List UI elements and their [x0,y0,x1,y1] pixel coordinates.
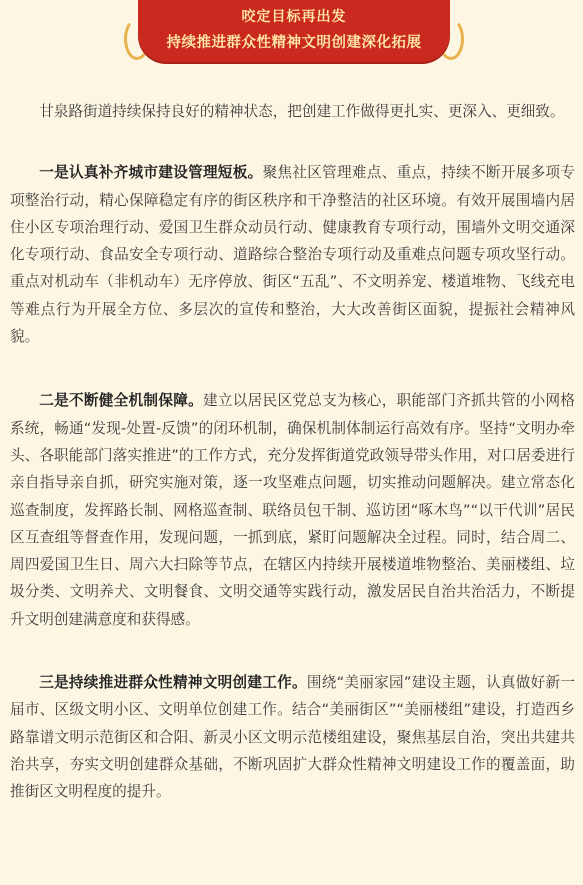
paragraph-intro [10,98,575,125]
paragraph-lead: 二是不断健全机制保障。 [39,392,203,410]
article-body [10,98,575,833]
paragraph-text: 围绕“美丽家园”建设主题，认真做好新一届市、区级文明小区、文明单位创建工作。结合“美丽街区”“美丽楼组”建设，打造西乡路靠谱文明示范街区和合阳、新灵小区文明示范楼组建设，聚焦基层自治，突出共建共治共享，夯实文明创建群众基础，不断巩固扩大群众性精神文明建设工作的覆盖面，助推街区文明程度的提升。 [10,674,575,801]
banner-subtitle: 持续推进群众性精神文明创建深化拓展 [166,35,422,51]
paragraph-text: 甘泉路街道持续保持良好的精神状态，把创建工作做得更扎实、更深入、更细致。 [39,103,565,120]
paragraph-text: 聚焦社区管理难点、重点，持续不断开展多项专项整治行动，精心保障稳定有序的街区秩序和干净整洁的社区环境。有效开展围墙内居住小区专项治理行动、爱国卫生群众动员行动、健康教育专项行动，围墙外文明交通深化专项行动、食品安全专项行动、道路综合整治专项行动及重难点问题专项攻坚行动。重点对机动车（非机动车）无序停放、街区“五乱”、不文明养宠、楼道堆物、飞线充电等难点行为开展全方位、多层次的宣传和整治，大大改善街区面貌，提振社会精神风貌。 [10,164,575,346]
paragraph-text: 建立以居民区党总支为核心，职能部门齐抓共管的小网格系统，畅通“发现-处置-反馈”的闭环机制，确保机制体制运行高效有序。坚持“文明办牵头、各职能部门落实推进”的工作方式，充分发挥街道党政领导带头作用，对口居委进行亲自指导亲自抓，研究实施对策，逐一攻坚难点问题，切实推动问题解决。建立常态化巡查制度，发挥路长制、网格巡查制、联络员包干制、巡访团“啄木鸟”“以干代训”居民区互查组等督查作用，发现问题，一抓到底，紧盯问题解决全过程。同时，结合周二、周四爱国卫生日、周六大扫除等节点，在辖区内持续开展楼道堆物整治、美丽楼组、垃圾分类、文明养犬、文明餐食、文明交通等实践行动，激发居民自治共治活力，不断提升文明创建满意度和获得感。 [10,392,575,628]
paragraph-civilization [10,669,575,805]
paragraph-mechanism [10,387,575,633]
paragraph-lead: 三是持续推进群众性精神文明创建工作。 [39,674,307,692]
title-banner [138,0,450,62]
paragraph-city-management [10,159,575,350]
banner-title: 咬定目标再出发 [241,9,347,25]
paragraph-lead: 一是认真补齐城市建设管理短板。 [39,164,263,182]
